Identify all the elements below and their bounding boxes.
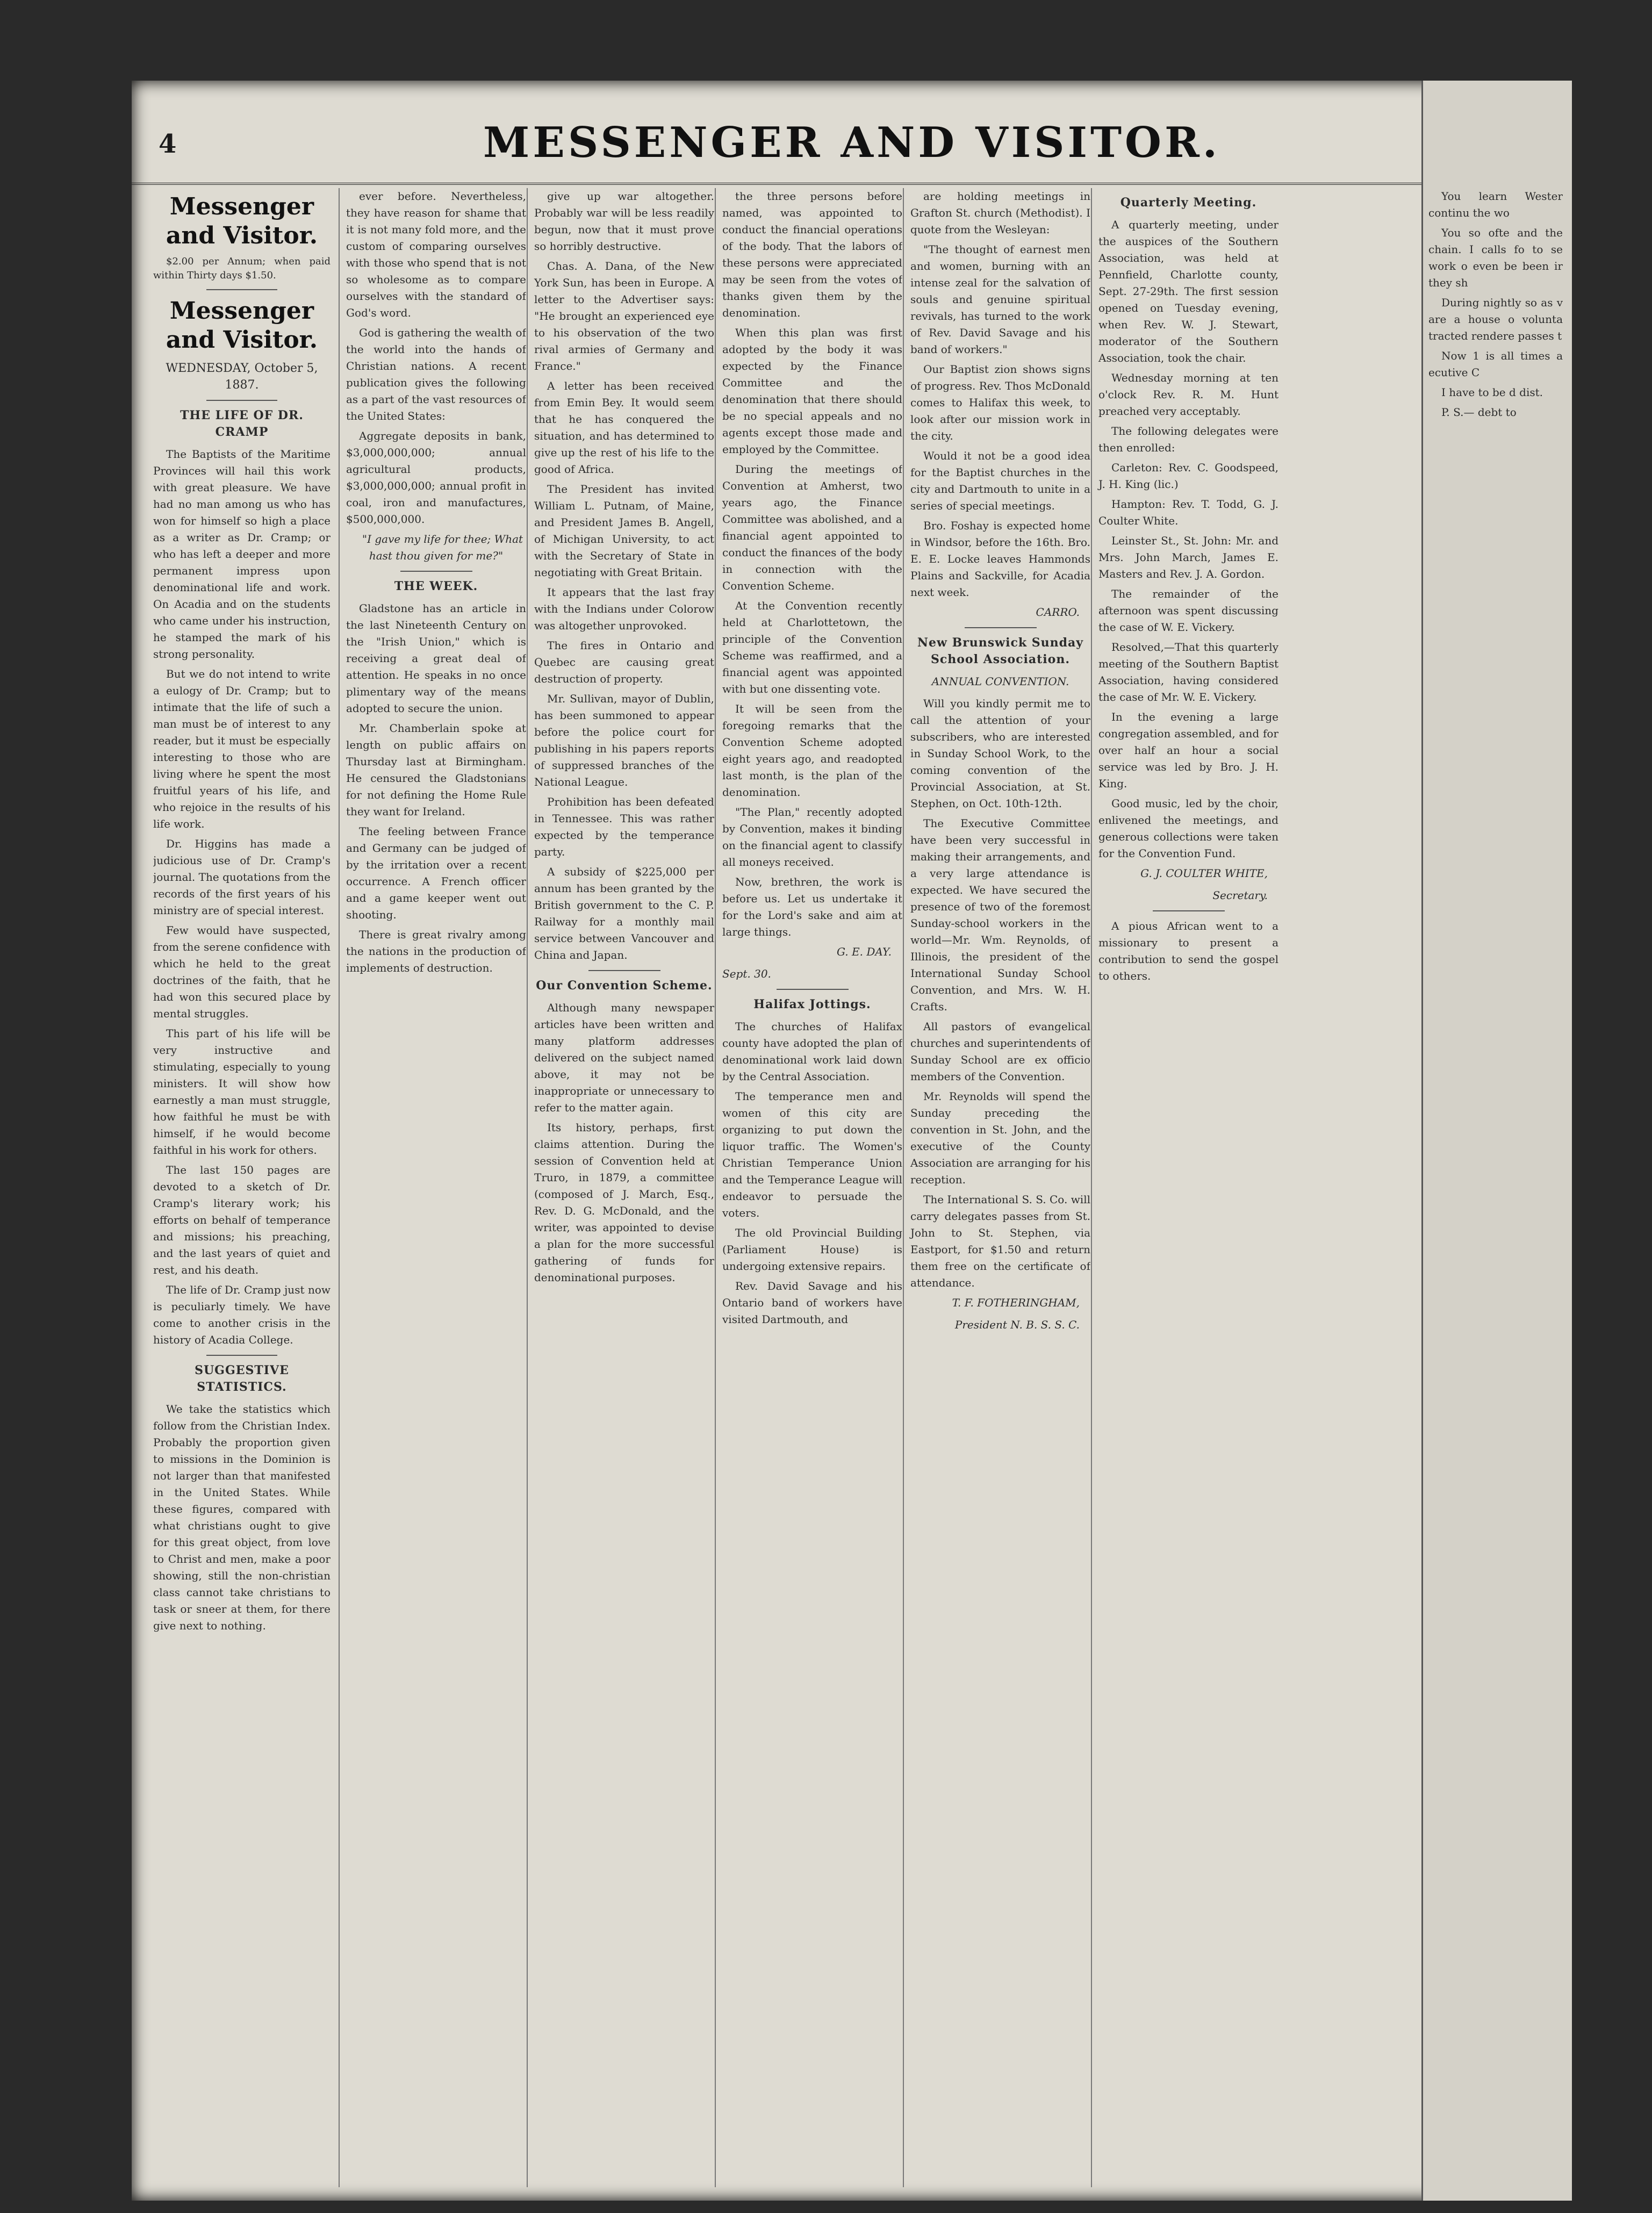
paragraph: During the meetings of Convention at Amherst, two years ago, the Finance Committee was abolished, and a financial agent appointed to conduct the finances of the body in connection with the Convention Scheme. <box>722 463 902 592</box>
nameplate: Messenger and Visitor. <box>166 193 318 249</box>
paragraph: During nightly so as v are a house o volunta tracted rendere passes t <box>1428 296 1563 342</box>
paragraph: The Baptists of the Maritime Provinces will hail this work with great pleasure. We have had no man among us who has won for himself so high a place as a writer as Dr. Cramp; or who has left a deeper and more permanent impress upon denominational life and work. On Acadia and on the students who came under his instruction, he stamped the mark of his strong personality. <box>153 448 331 660</box>
paragraph: The fires in Ontario and Quebec are causing great destruction of property. <box>534 639 714 685</box>
paragraph: give up war altogether. Probably war will be less readily begun, now that it must prove so horribly destructive. <box>534 190 714 253</box>
paragraph: The President has invited William L. Putnam, of Maine, and President James B. Angell, of Michigan University, to act with the Secretary of State in negotiating with Great Britain. <box>534 483 714 579</box>
paragraph: At the Convention recently held at Charlottetown, the principle of the Convention Scheme was reaffirmed, and a financial agent was appointed with but one dissenting vote. <box>722 599 902 695</box>
paragraph: the three persons before named, was appointed to conduct the financial operations of the body. That the labors of these persons were appreciated may be seen from the votes of thanks given them by the denomination. <box>722 190 902 319</box>
column-1 <box>153 188 331 2187</box>
signature-title: President N. B. S. S. C. <box>954 1318 1080 1331</box>
signature: G. J. COULTER WHITE, <box>1140 867 1268 880</box>
paragraph: A quarterly meeting, under the auspices of the Southern Association, was held at Pennfield, Charlotte county, Sept. 27-29th. The first session opened on Tuesday evening, when Rev. W. J. Stewart, moderator of the Southern Association, took the chair. <box>1098 218 1278 364</box>
column-2 <box>339 188 526 2187</box>
paragraph: The last 150 pages are devoted to a sketch of Dr. Cramp's literary work; his efforts on behalf of temperance and missions; his preaching, and the last years of quiet and rest, and his death. <box>153 1163 331 1276</box>
paragraph: Leinster St., St. John: Mr. and Mrs. John March, James E. Masters and Rev. J. A. Gordon. <box>1098 534 1278 580</box>
paragraph: Now 1 is all times a ecutive C <box>1428 349 1563 379</box>
divider <box>777 989 849 990</box>
subscription-terms: $2.00 per Annum; when paid within Thirty days $1.50. <box>153 256 331 281</box>
signature-date: Sept. 30. <box>722 967 771 980</box>
paragraph: Will you kindly permit me to call the attention of your subscribers, who are interested in Sunday School Work, to the coming convention of the Provincial Association, at St. Stephen, on Oct. 10th-12th. <box>910 697 1090 810</box>
paragraph: Carleton: Rev. C. Goodspeed, J. H. King (lic.) <box>1098 461 1278 491</box>
paragraph: P. S.— debt to <box>1441 406 1517 419</box>
paragraph: Its history, perhaps, first claims attention. During the session of Convention held at Truro, in 1879, a committee (composed of J. March, Esq., Rev. D. G. McDonald, and the writer, was appointed to devise a plan for the more successful gathering of funds for denominational purposes. <box>534 1121 714 1284</box>
paragraph: God is gathering the wealth of the world into the hands of Christian nations. A recent publication gives the following as a part of the vast resources of the United States: <box>346 326 526 422</box>
paragraph: You so ofte and the chain. I calls fo to se work o even be been ir they sh <box>1428 226 1563 289</box>
paragraph: A letter has been received from Emin Bey. It would seem that he has conquered the situation, and has determined to give up the rest of his life to the good of Africa. <box>534 379 714 476</box>
paragraph: Few would have suspected, from the serene confidence with which he held to the great doctrines of the faith, that he had won this secured place by mental struggles. <box>153 924 331 1020</box>
newspaper-page <box>132 81 1572 2201</box>
section-subtitle: ANNUAL CONVENTION. <box>931 675 1069 688</box>
page-number: 4 <box>159 129 177 159</box>
paper-title: MESSENGER AND VISITOR. <box>483 118 1220 167</box>
paragraph: It will be seen from the foregoing remarks that the Convention Scheme adopted eight years ago, and readopted last month, is the plan of the denomination. <box>722 702 902 799</box>
signature: CARRO. <box>1036 606 1080 619</box>
column-6 <box>1091 188 1278 2187</box>
paragraph: Bro. Foshay is expected home in Windsor, before the 16th. Bro. E. E. Locke leaves Hammonds Plains and Sackville, for Acadia next week. <box>910 519 1090 599</box>
signature: G. E. DAY. <box>837 945 892 958</box>
paragraph: Mr. Sullivan, mayor of Dublin, has been summoned to appear before the police court for publishing in his papers reports of suppressed branches of the National League. <box>534 692 714 788</box>
column-3 <box>527 188 714 2187</box>
paragraph: "The thought of earnest men and women, burning with an intense zeal for the salvation of souls and genuine spiritual revivals, has turned to the work of Rev. David Savage and his band of workers." <box>910 243 1090 356</box>
paragraph: I have to be d dist. <box>1441 386 1543 399</box>
column-5 <box>903 188 1090 2187</box>
paragraph: ever before. Nevertheless, they have reason for shame that it is not many fold more, and the custom of comparing ourselves with those who spend that is not so wholesome as to compare ourselves with the standard of God's word. <box>346 190 526 319</box>
paragraph: "The Plan," recently adopted by Convention, makes it binding on the financial agent to classify all moneys received. <box>722 806 902 868</box>
divider <box>206 1355 277 1356</box>
paragraph: The following delegates were then enrolled: <box>1098 425 1278 454</box>
section-title: New Brunswick Sunday School Association. <box>917 636 1084 666</box>
paragraph: Our Baptist zion shows signs of progress. Rev. Thos McDonald comes to Halifax this week, to look after our mission work in the city. <box>910 363 1090 442</box>
paragraph: Gladstone has an article in the last Nineteenth Century on the "Irish Union," which is receiving a great deal of attention. He speaks in no once plimentary way of the means adopted to secure the union. <box>346 602 526 715</box>
verse: "I gave my life for thee; What hast thou given for me?" <box>362 533 523 562</box>
paragraph: Now, brethren, the work is before us. Let us undertake it for the Lord's sake and aim at large things. <box>722 875 902 938</box>
paragraph: Mr. Chamberlain spoke at length on public affairs on Thursday last at Birmingham. He censured the Gladstonians for not defining the Home Rule they want for Ireland. <box>346 722 526 818</box>
section-title: THE WEEK. <box>394 579 478 593</box>
paragraph: It appears that the last fray with the Indians under Colorow was altogether unprovoked. <box>534 586 714 632</box>
paragraph: are holding meetings in Grafton St. church (Methodist). I quote from the Wesleyan: <box>910 190 1090 236</box>
divider <box>588 970 660 971</box>
divider <box>206 400 277 401</box>
paragraph: The temperance men and women of this city are organizing to put down the liquor traffic. The Women's Christian Temperance Union and the Temperance League will endeavor to persuade the voters. <box>722 1090 902 1219</box>
paragraph: The remainder of the afternoon was spent discussing the case of W. E. Vickery. <box>1098 587 1278 634</box>
paragraph: A pious African went to a missionary to present a contribution to send the gospel to others. <box>1098 919 1278 982</box>
paragraph: Hampton: Rev. T. Todd, G. J. Coulter White. <box>1098 498 1278 527</box>
section-title: Our Convention Scheme. <box>536 979 713 993</box>
paragraph: Wednesday morning at ten o'clock Rev. R. M. Hunt preached very acceptably. <box>1098 371 1278 418</box>
divider <box>400 571 472 572</box>
masthead <box>132 102 1572 185</box>
paragraph: When this plan was first adopted by the body it was expected by the Finance Committee and the denomination that there should be no special appeals and no agents except those made and employed by the Committee. <box>722 326 902 456</box>
paragraph: Rev. David Savage and his Ontario band of workers have visited Dartmouth, and <box>722 1280 902 1326</box>
column-7 <box>1428 188 1563 2187</box>
article-title: THE LIFE OF DR. CRAMP <box>180 408 304 439</box>
adjacent-page-strip <box>1421 81 1572 2201</box>
nameplate-secondary: Messenger and Visitor. <box>166 297 318 354</box>
paragraph: You learn Wester continu the wo <box>1428 190 1563 219</box>
paragraph: The feeling between France and Germany can be judged of by the irritation over a recent occurrence. A French officer and a game keeper went out shooting. <box>346 825 526 921</box>
paragraph: A subsidy of $225,000 per annum has been granted by the British government to the C. P. Railway for a monthly mail service between Vancouver and China and Japan. <box>534 865 714 961</box>
paragraph: There is great rivalry among the nations in the production of implements of destruction. <box>346 928 526 974</box>
paragraph: The old Provincial Building (Parliament House) is undergoing extensive repairs. <box>722 1226 902 1273</box>
paragraph: Resolved,—That this quarterly meeting of the Southern Baptist Association, having considered the case of Mr. W. E. Vickery. <box>1098 641 1278 703</box>
divider <box>206 289 277 290</box>
divider <box>1153 910 1225 911</box>
paragraph: The Executive Committee have been very successful in making their arrangements, and a very large attendance is expected. We have secured the presence of two of the foremost Sunday-school workers in the world—Mr. Wm. Reynolds, of Illinois, the president of the International Sunday School Convention, and Mrs. W. H. Crafts. <box>910 817 1090 1013</box>
paragraph: All pastors of evangelical churches and superintendents of Sunday School are ex officio members of the Convention. <box>910 1020 1090 1083</box>
paragraph: In the evening a large congregation assembled, and for over half an hour a social service was led by Bro. J. H. King. <box>1098 710 1278 790</box>
article-title: SUGGESTIVE STATISTICS. <box>195 1363 289 1394</box>
signature: T. F. FOTHERINGHAM, <box>952 1296 1080 1309</box>
paragraph: The International S. S. Co. will carry delegates passes from St. John to St. Stephen, via Eastport, for $1.50 and return them free on the certificate of attendance. <box>910 1193 1090 1289</box>
dateline: WEDNESDAY, October 5, 1887. <box>166 362 318 392</box>
signature-title: Secretary. <box>1212 889 1268 902</box>
paragraph: Would it not be a good idea for the Baptist churches in the city and Dartmouth to unite in a series of special meetings. <box>910 449 1090 512</box>
paragraph: Good music, led by the choir, enlivened the meetings, and generous collections were taken for the Convention Fund. <box>1098 797 1278 860</box>
paragraph: Although many newspaper articles have been written and many platform addresses delivered on the subject named above, it may not be inappropriate or unnecessary to refer to the matter again. <box>534 1001 714 1114</box>
paragraph: Dr. Higgins has made a judicious use of Dr. Cramp's journal. The quotations from the records of the first years of his ministry are of special interest. <box>153 837 331 917</box>
paragraph: The life of Dr. Cramp just now is peculiarly timely. We have come to another crisis in the history of Acadia College. <box>153 1283 331 1346</box>
divider <box>965 627 1037 628</box>
paragraph: We take the statistics which follow from the Christian Index. Probably the proportion given to missions in the Dominion is not larger than that manifested in the United States. While these figures, compared with what christians ought to give for this great object, from love to Christ and men, make a poor showing, still the non-christian class cannot take christians to task or sneer at them, for there give next to nothing. <box>153 1403 331 1632</box>
paragraph: Chas. A. Dana, of the New York Sun, has been in Europe. A letter to the Advertiser says: "He brought an experienced eye to his observation of the two rival armies of Germany and France." <box>534 260 714 372</box>
column-4 <box>715 188 902 2187</box>
paragraph: The churches of Halifax county have adopted the plan of denominational work laid down by the Central Association. <box>722 1020 902 1083</box>
paragraph: Mr. Reynolds will spend the Sunday preceding the convention in St. John, and the executive of the County Association are arranging for his reception. <box>910 1090 1090 1186</box>
section-title: Quarterly Meeting. <box>1120 196 1257 210</box>
paragraph: Prohibition has been defeated in Tennessee. This was rather expected by the temperance party. <box>534 795 714 858</box>
paragraph: This part of his life will be very instructive and stimulating, especially to young ministers. It will show how earnestly a man must struggle, how faithful he must be with himself, if he would become faithful in his work for others. <box>153 1027 331 1156</box>
paragraph: But we do not intend to write a eulogy of Dr. Cramp; but to intimate that the life of such a man must be of interest to any reader, but it must be especially interesting to those who are living where he spent the most fruitful years of his life, and who rejoice in the results of his life work. <box>153 667 331 830</box>
paragraph: Aggregate deposits in bank, $3,000,000,000; annual agricultural products, $3,000,000,000; annual profit in coal, iron and manufactures, $500,000,000. <box>346 429 526 526</box>
section-title: Halifax Jottings. <box>753 997 871 1011</box>
